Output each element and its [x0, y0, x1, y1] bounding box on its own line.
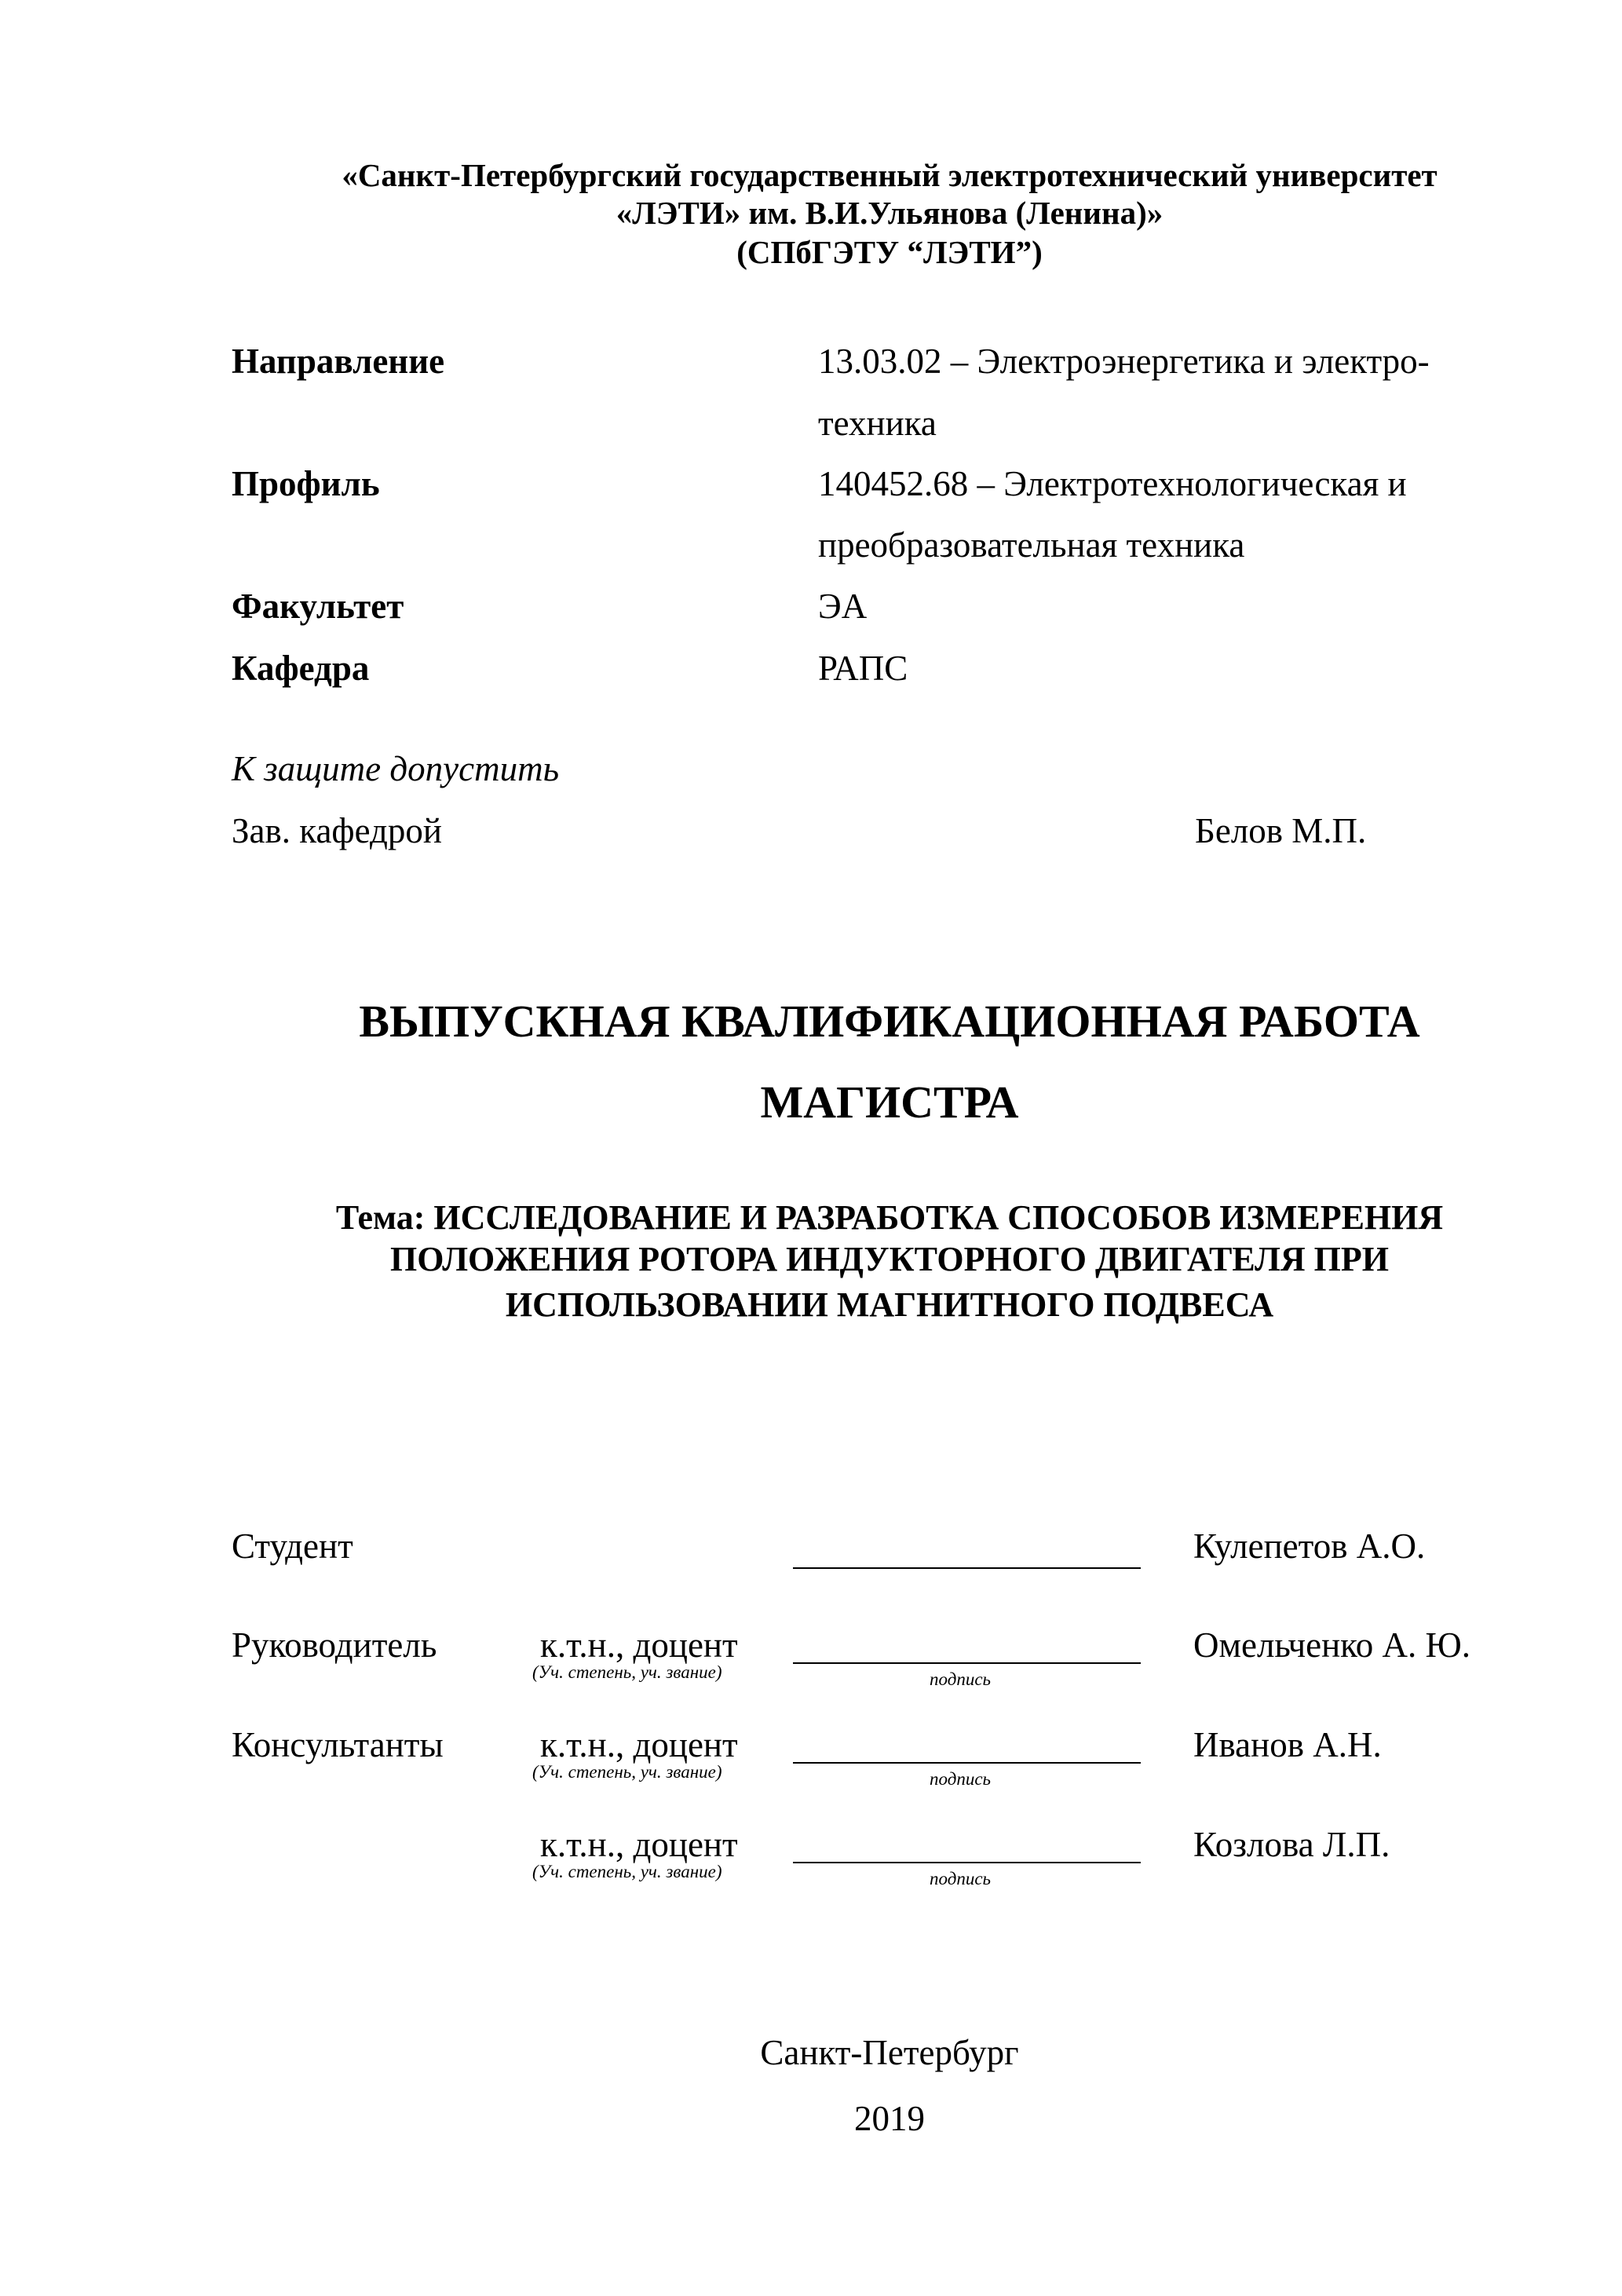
direction-label: Направление [232, 342, 445, 381]
supervisor-name: Омельченко А. Ю. [1193, 1625, 1471, 1665]
direction-value-line-1: 13.03.02 – Электроэнергетика и электро- [818, 342, 1430, 381]
consultant-1-name: Иванов А.Н. [1193, 1725, 1382, 1764]
student-signature-line [793, 1567, 1141, 1569]
consultant-2-name: Козлова Л.П. [1193, 1825, 1390, 1864]
profile-value-line-1: 140452.68 – Электротехнологическая и [818, 464, 1407, 503]
profile-value-line-2: преобразовательная техника [818, 525, 1245, 565]
supervisor-degree: к.т.н., доцент [540, 1625, 738, 1665]
consultant-1-degree: к.т.н., доцент [540, 1725, 738, 1764]
footer-city: Санкт-Петербург [760, 2033, 1019, 2072]
faculty-value: ЭА [818, 587, 868, 626]
department-label: Кафедра [232, 649, 370, 688]
consultant-1-signature-hint: подпись [930, 1769, 992, 1789]
department-value: РАПС [818, 649, 908, 688]
supervisor-signature-line [793, 1662, 1141, 1664]
consultant-2-degree: к.т.н., доцент [540, 1825, 738, 1864]
student-name: Кулепетов А.О. [1193, 1526, 1426, 1566]
topic-line-3: ИСПОЛЬЗОВАНИИ МАГНИТНОГО ПОДВЕСА [505, 1285, 1274, 1324]
admit-to-defense-text: К защите допустить [232, 749, 560, 788]
university-name-line-2: «ЛЭТИ» им. В.И.Ульянова (Ленина)» [616, 195, 1164, 231]
faculty-label: Факультет [232, 587, 404, 626]
consultant-1-signature-line [793, 1762, 1141, 1764]
university-abbreviation: (СПбГЭТУ “ЛЭТИ”) [736, 234, 1043, 270]
topic-line-2: ПОЛОЖЕНИЯ РОТОРА ИНДУКТОРНОГО ДВИГАТЕЛЯ ПРИ [390, 1240, 1389, 1278]
consultant-1-degree-hint: (Уч. степень, уч. звание) [532, 1762, 722, 1782]
profile-label: Профиль [232, 464, 380, 503]
supervisor-degree-hint: (Уч. степень, уч. звание) [532, 1662, 722, 1682]
consultant-2-degree-hint: (Уч. степень, уч. звание) [532, 1862, 722, 1881]
work-title-line-1: ВЫПУСКНАЯ КВАЛИФИКАЦИОННАЯ РАБОТА [359, 996, 1420, 1047]
head-of-department-name: Белов М.П. [1195, 811, 1367, 850]
head-of-department-label: Зав. кафедрой [232, 811, 442, 850]
topic-line-1: Тема: ИССЛЕДОВАНИЕ И РАЗРАБОТКА СПОСОБОВ ИЗМЕРЕНИЯ [335, 1198, 1444, 1237]
university-name-line-1: «Санкт-Петербургский государственный электротехнический университет [342, 157, 1438, 193]
consultant-2-signature-hint: подпись [930, 1869, 992, 1888]
footer-year: 2019 [854, 2099, 925, 2138]
supervisor-label: Руководитель [232, 1625, 437, 1665]
consultant-2-signature-line [793, 1862, 1141, 1863]
consultants-label: Консультанты [232, 1725, 444, 1764]
student-label: Студент [232, 1526, 353, 1566]
direction-value-line-2: техника [818, 404, 937, 443]
work-title-line-2: МАГИСТРА [760, 1077, 1019, 1128]
supervisor-signature-hint: подпись [930, 1669, 992, 1689]
